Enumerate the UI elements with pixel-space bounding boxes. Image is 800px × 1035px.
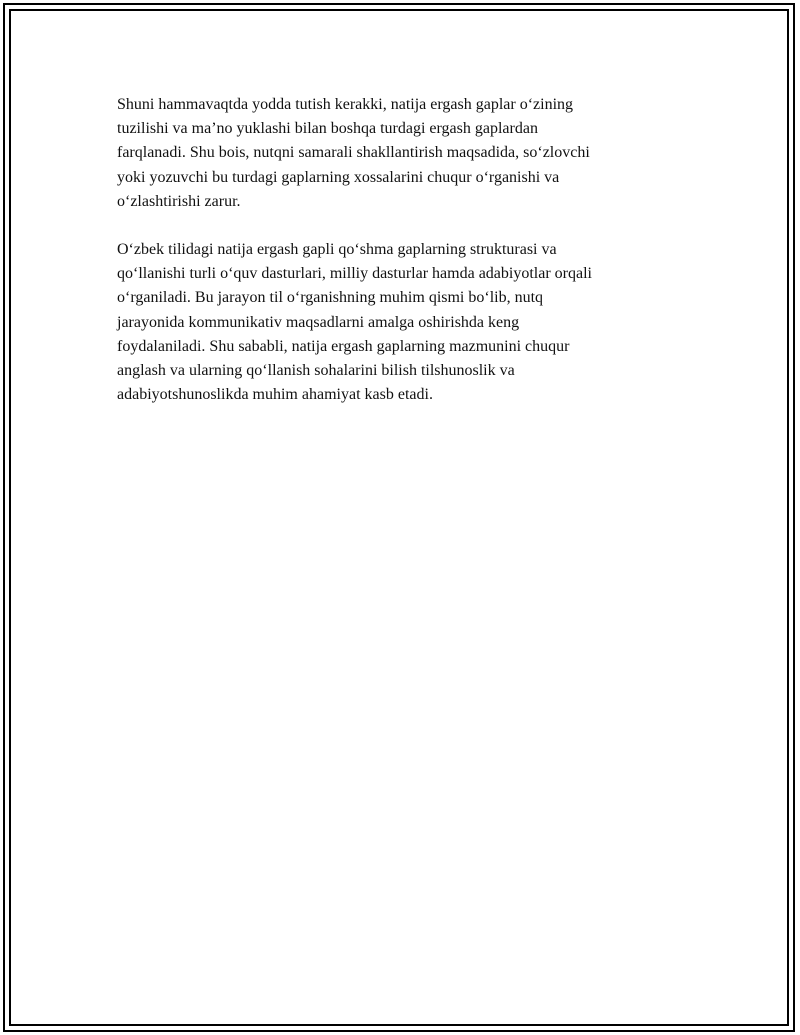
paragraph-line: adabiyotshunoslikda muhim ahamiyat kasb etadi. bbox=[117, 386, 433, 404]
paragraph-line: foydalaniladi. Shu sababli, natija ergash gaplarning mazmunini chuqur bbox=[117, 337, 570, 355]
paragraph-line: farqlanadi. Shu bois, nutqni samarali shakllantirish maqsadida, so‘zlovchi bbox=[117, 144, 590, 162]
document-body bbox=[117, 93, 677, 407]
paragraph-line: qo‘llanishi turli o‘quv dasturlari, milliy dasturlar hamda adabiyotlar orqali bbox=[117, 265, 592, 283]
paragraph-line: yoki yozuvchi bu turdagi gaplarning xossalarini chuqur o‘rganishi va bbox=[117, 168, 560, 186]
paragraph-1 bbox=[117, 93, 677, 214]
paragraph-line: Shuni hammavaqtda yodda tutish kerakki, natija ergash gaplar o‘zining bbox=[117, 96, 574, 113]
paragraph-line: O‘zbek tilidagi natija ergash gapli qo‘shma gaplarning strukturasi va bbox=[117, 241, 557, 259]
paragraph-2 bbox=[117, 238, 677, 407]
paragraph-line: tuzilishi va ma’no yuklashi bilan boshqa turdagi ergash gaplardan bbox=[117, 120, 538, 138]
paragraph-line: o‘zlashtirishi zarur. bbox=[117, 192, 241, 210]
paragraph-line: anglash va ularning qo‘llanish sohalarini bilish tilshunoslik va bbox=[117, 362, 515, 380]
paragraph-line: jarayonida kommunikativ maqsadlarni amalga oshirishda keng bbox=[117, 313, 520, 331]
paragraph-line: o‘rganiladi. Bu jarayon til o‘rganishning muhim qismi bo‘lib, nutq bbox=[117, 289, 544, 307]
